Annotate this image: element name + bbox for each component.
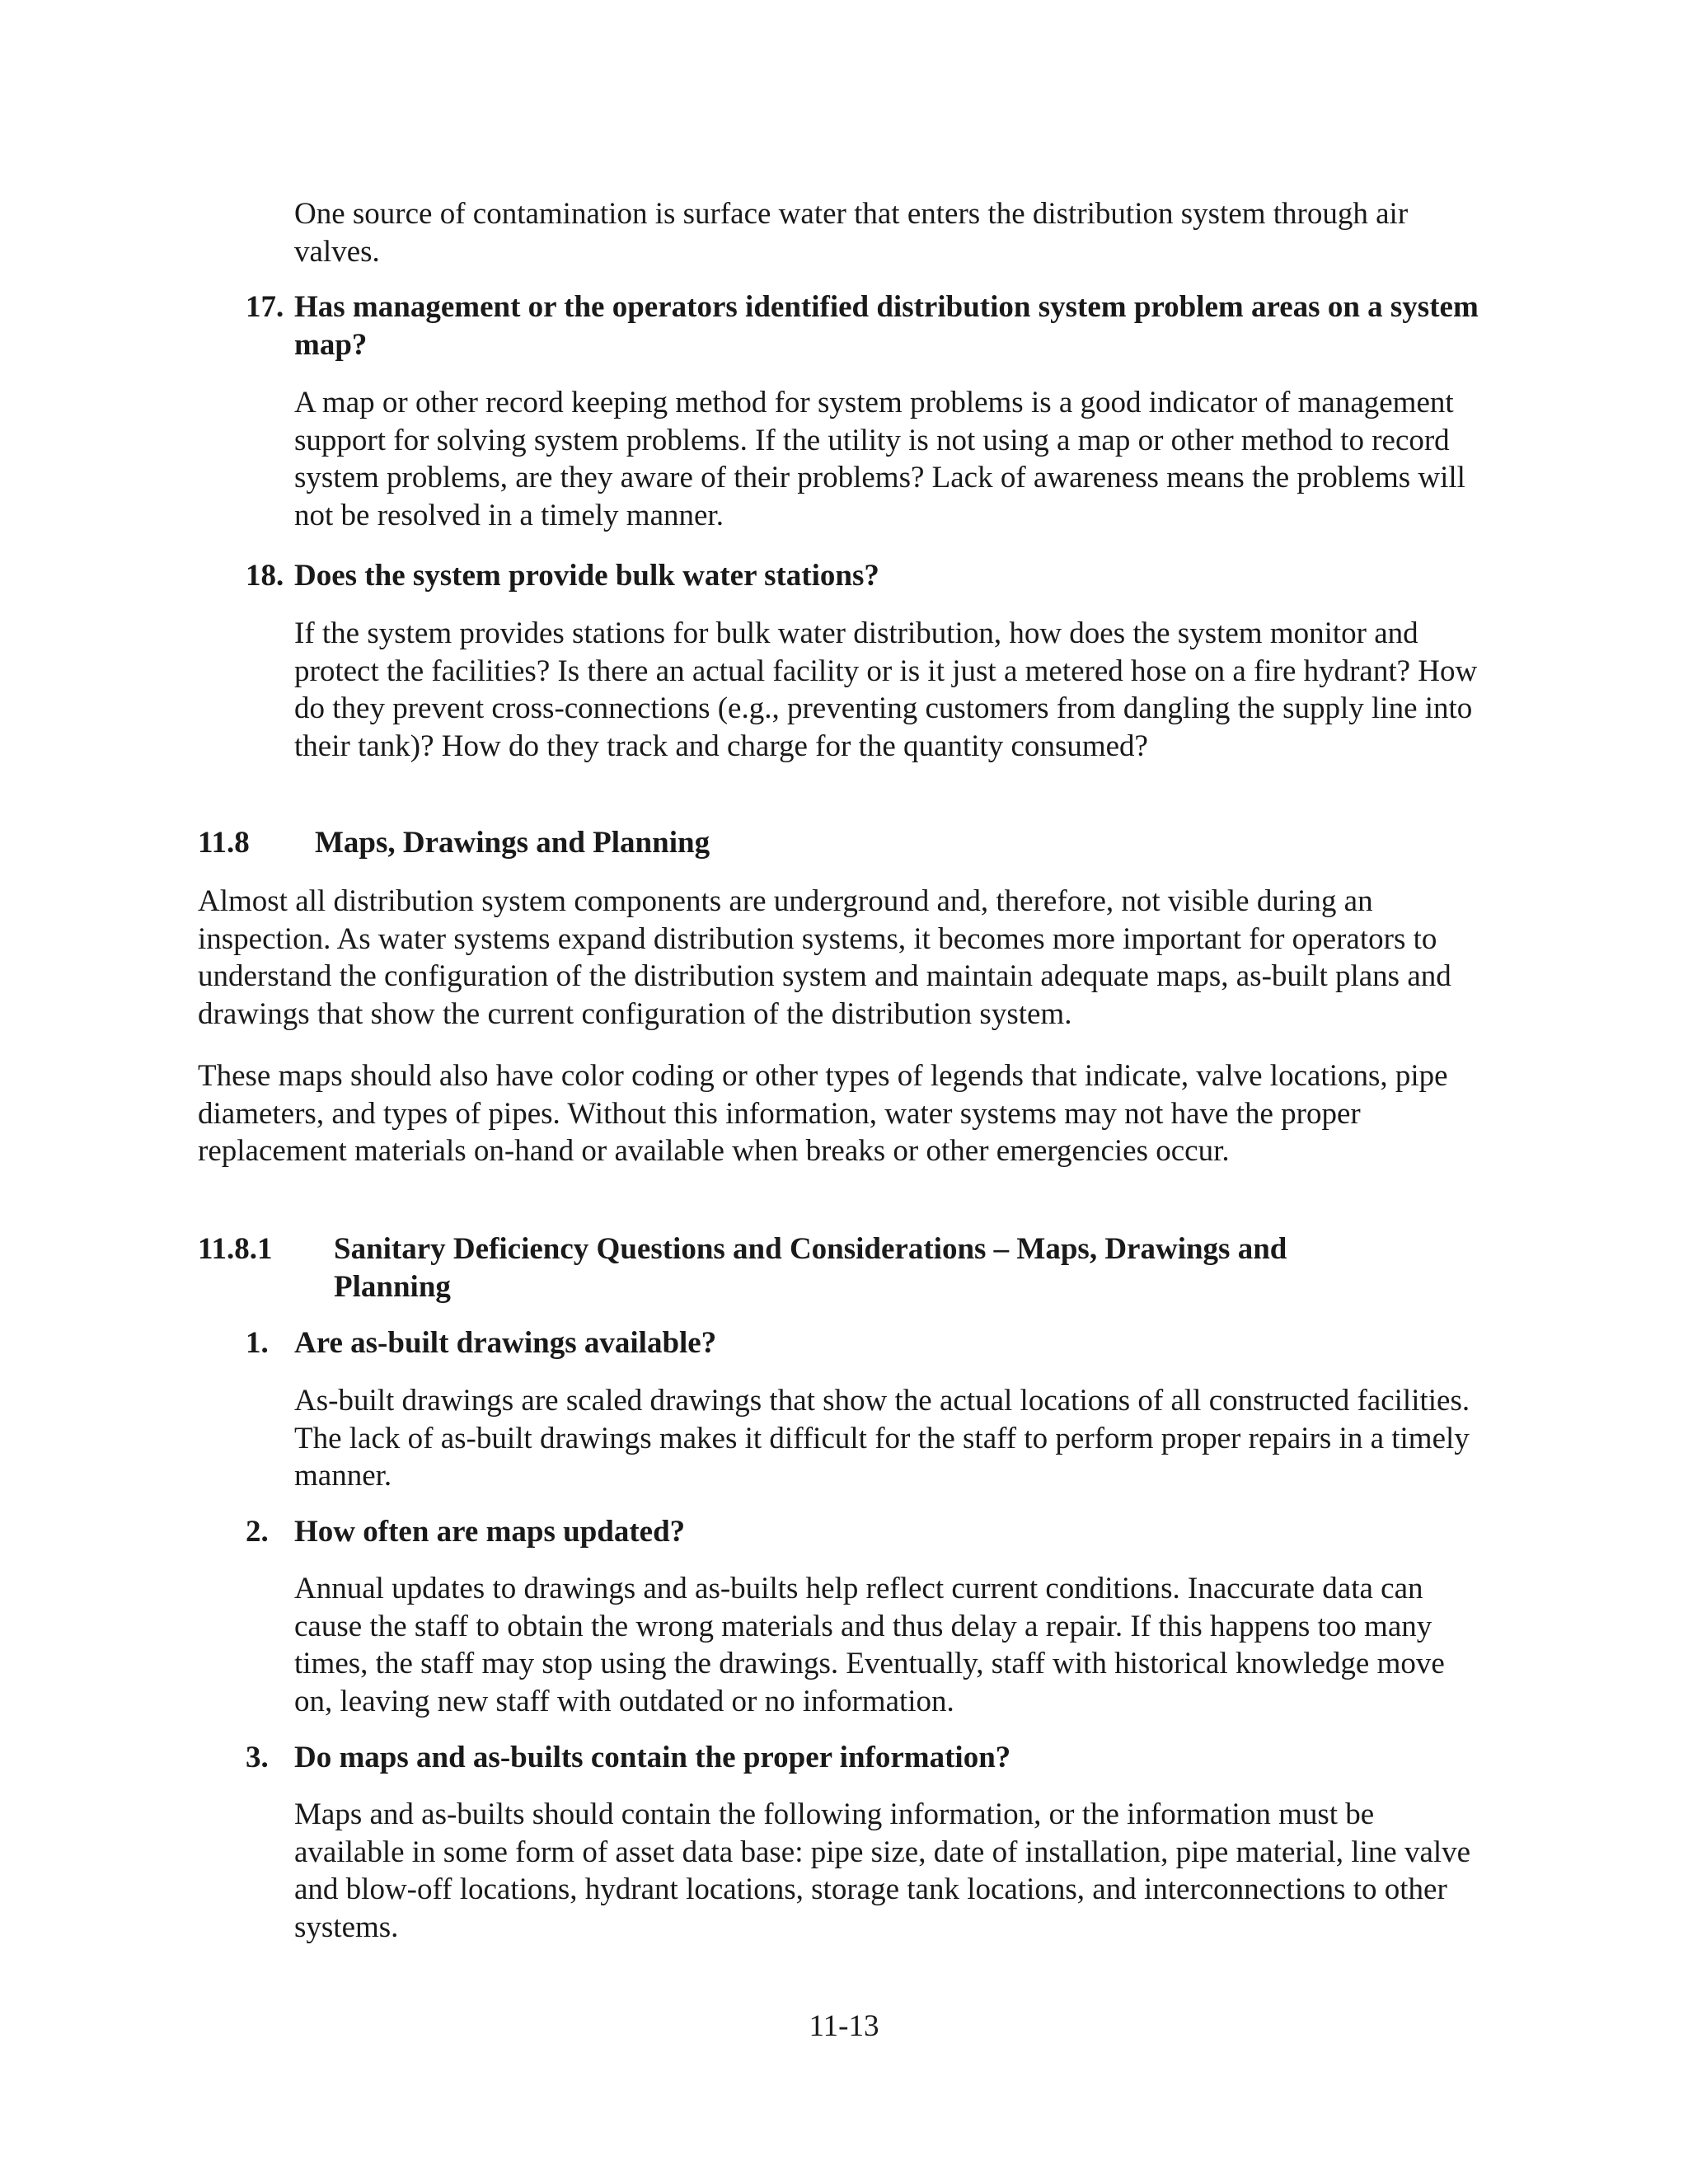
question-number: 3. [246, 1741, 269, 1774]
page-number: 11-13 [809, 2009, 879, 2043]
question-text: How often are maps updated? [294, 1515, 686, 1549]
section-title: Maps, Drawings and Planning [315, 826, 710, 860]
question-number: 18. [246, 559, 284, 593]
intro-paragraph: One source of contamination is surface water that enters the distribution system through air valves. [294, 197, 1409, 269]
question-number: 1. [246, 1326, 269, 1360]
subsection-heading [198, 1230, 1484, 1305]
answer-1: As-built drawings are scaled drawings that show the actual locations of all constructed facilities. The lack of as-built drawings makes it difficult for the staff to perform proper repairs in a timely manner. [294, 1384, 1470, 1493]
section-paragraph-2: These maps should also have color coding or other types of legends that indicate, valve locations, pipe diameters, and types of pipes. Without this information, water systems may not have the proper replacement materials on-hand or available when breaks or other emergencies occur. [198, 1059, 1448, 1168]
question-text: Are as-built drawings available? [294, 1326, 717, 1360]
answer-2: Annual updates to drawings and as-builts help reflect current conditions. Inaccurate data can cause the staff to obtain the wrong materials and thus delay a repair. If this happens too many times, the staff may stop using the drawings. Eventually, staff with historical knowledge move on, leaving new staff with outdated or no information. [294, 1572, 1445, 1718]
section-heading [198, 824, 1484, 862]
subsection-number: 11.8.1 [198, 1232, 273, 1266]
question-17 [246, 288, 1482, 363]
section-number: 11.8 [198, 826, 250, 860]
question-1 [246, 1324, 1482, 1362]
question-number: 2. [246, 1515, 269, 1549]
question-text: Do maps and as-builts contain the proper information? [294, 1741, 1011, 1774]
question-text: Has management or the operators identified distribution system problem areas on a system map? [294, 290, 1479, 362]
answer-3: Maps and as-builts should contain the following information, or the information must be available in some form of asset data base: pipe size, date of installation, pipe material, line valve and blow-off locations, hydrant locations, storage tank locations, and interconnections to other systems. [294, 1797, 1471, 1944]
section-paragraph-1: Almost all distribution system components are underground and, therefore, not visible during an inspection. As water systems expand distribution systems, it becomes more important for operators to understand the configuration of the distribution system and maintain adequate maps, as-built plans and drawings that show the current configuration of the distribution system. [198, 884, 1451, 1031]
subsection-title: Sanitary Deficiency Questions and Considerations – Maps, Drawings and Planning [334, 1232, 1287, 1304]
answer-17: A map or other record keeping method for system problems is a good indicator of management support for solving system problems. If the utility is not using a map or other method to record system problems, are they aware of their problems? Lack of awareness means the problems will not be resolved in a timely manner. [294, 386, 1465, 532]
question-18 [246, 557, 1482, 595]
question-text: Does the system provide bulk water stations? [294, 559, 879, 593]
question-3 [246, 1739, 1482, 1777]
answer-18: If the system provides stations for bulk water distribution, how does the system monitor and protect the facilities? Is there an actual facility or is it just a metered hose on a fire hydrant? How do they prevent cross-connections (e.g., preventing customers from dangling the supply line into their tank)? How do they track and charge for the quantity consumed? [294, 616, 1478, 763]
question-number: 17. [246, 290, 284, 324]
question-2 [246, 1513, 1482, 1551]
